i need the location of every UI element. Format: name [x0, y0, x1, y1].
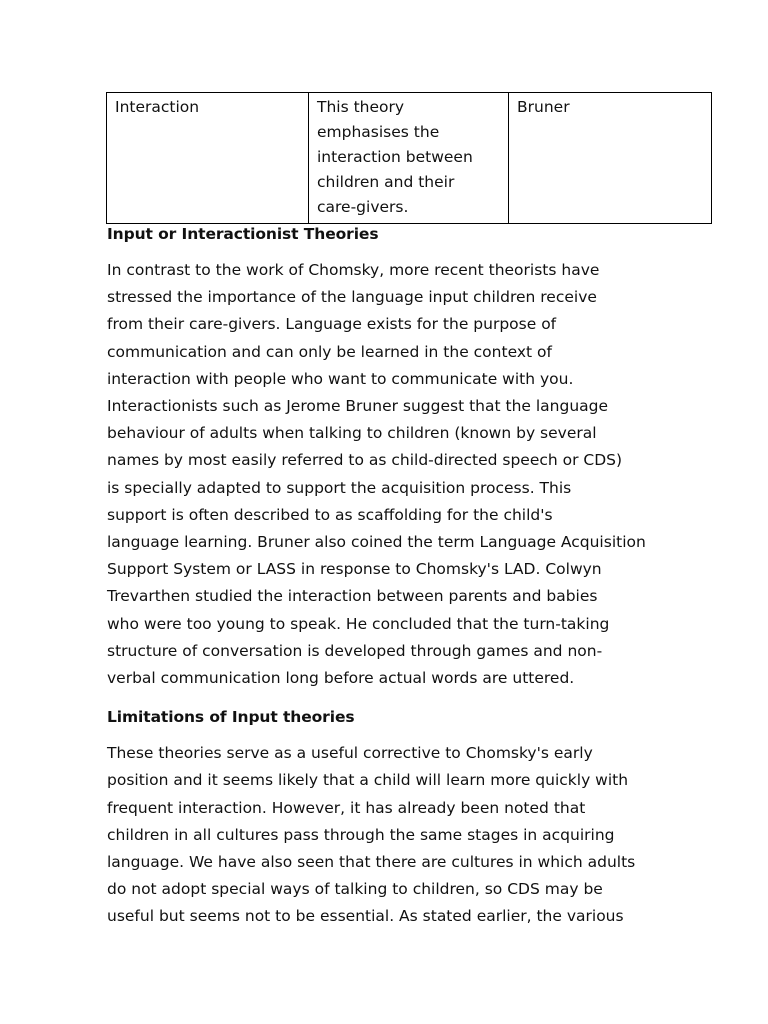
text-line: is specially adapted to support the acquisition process. This [107, 478, 572, 497]
text-line: do not adopt special ways of talking to children, so CDS may be [107, 880, 603, 899]
text-line: children in all cultures pass through the same stages in acquiring [107, 825, 615, 844]
description-line: interaction between [317, 148, 473, 166]
text-line: support is often described to as scaffolding for the child's [107, 505, 553, 524]
document-body [107, 221, 667, 931]
theory-name: Interaction [115, 98, 200, 116]
text-line: structure of conversation is developed through games and non- [107, 641, 603, 660]
text-line: Interactionists such as Jerome Bruner suggest that the language [107, 397, 609, 416]
text-line: Support System or LASS in response to Chomsky's LAD. Colwyn [107, 560, 602, 579]
text-line: useful but seems not to be essential. As stated earlier, the various [107, 907, 624, 926]
description-line: emphasises the [317, 123, 440, 141]
text-line: stressed the importance of the language input children receive [107, 288, 597, 307]
section-heading-input-theories: Input or Interactionist Theories [107, 225, 379, 243]
text-line: language. We have also seen that there are cultures in which adults [107, 853, 636, 872]
text-line: These theories serve as a useful corrective to Chomsky's early [107, 744, 593, 763]
text-line: In contrast to the work of Chomsky, more recent theorists have [107, 261, 600, 279]
text-line: behaviour of adults when talking to children (known by several [107, 424, 597, 443]
theory-name-cell [107, 93, 309, 224]
paragraph-input-theories [107, 257, 667, 692]
description-line: children and their [317, 173, 455, 191]
text-line: who were too young to speak. He concluded that the turn-taking [107, 614, 610, 633]
theory-table [106, 92, 712, 224]
text-line: from their care-givers. Language exists for the purpose of [107, 315, 557, 334]
theorist-cell [509, 93, 712, 224]
description-line: This theory [317, 98, 405, 116]
text-line: verbal communication long before actual words are uttered. [107, 669, 575, 688]
table-row [107, 93, 712, 224]
section-heading-limitations: Limitations of Input theories [107, 708, 355, 727]
text-line: language learning. Bruner also coined the term Language Acquisition [107, 533, 646, 552]
text-line: communication and can only be learned in the context of [107, 342, 552, 361]
text-line: position and it seems likely that a child will learn more quickly with [107, 771, 629, 790]
text-line: frequent interaction. However, it has already been noted that [107, 798, 586, 817]
theorist-name: Bruner [517, 98, 570, 116]
theory-description-cell [309, 93, 509, 224]
text-line: names by most easily referred to as child-directed speech or CDS) [107, 451, 623, 470]
description-line: care-givers. [317, 198, 409, 216]
text-line: Trevarthen studied the interaction between parents and babies [107, 587, 598, 606]
text-line: interaction with people who want to communicate with you. [107, 369, 574, 388]
paragraph-limitations [107, 740, 667, 930]
